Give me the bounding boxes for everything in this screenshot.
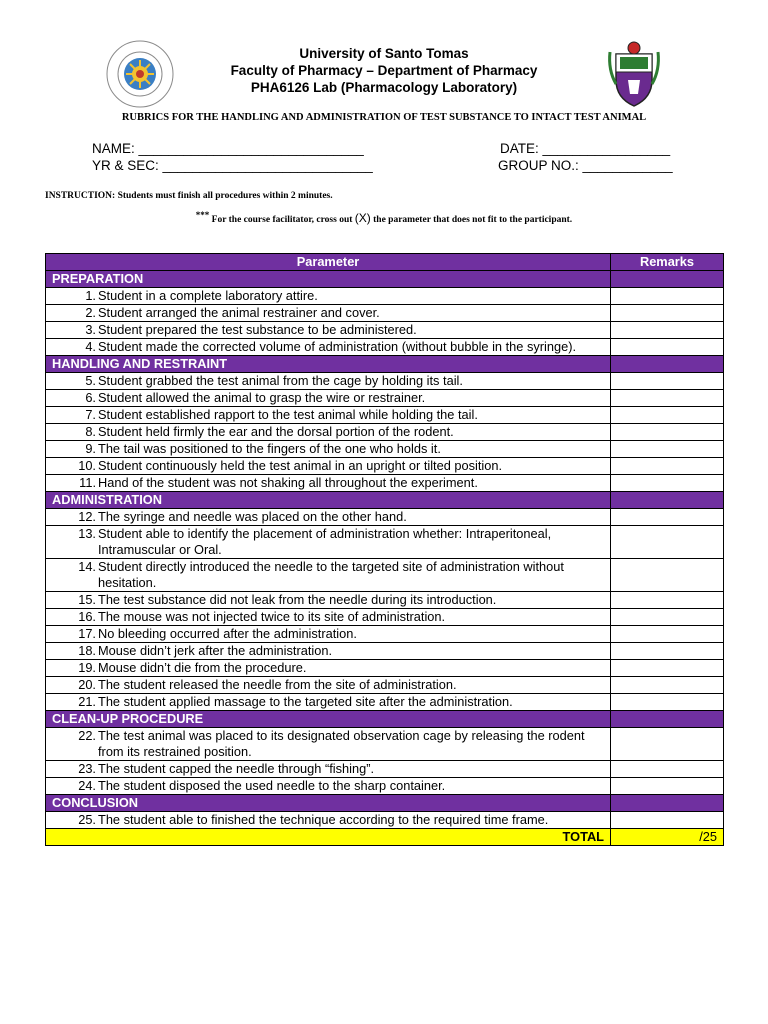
section-row bbox=[46, 271, 724, 288]
item-number: 12. bbox=[78, 509, 96, 524]
section-row bbox=[46, 795, 724, 812]
table-row bbox=[46, 407, 724, 424]
parameter-cell bbox=[46, 322, 611, 339]
item-text: The tail was positioned to the fingers of the one who holds it. bbox=[98, 441, 441, 456]
rubric-title: RUBRICS FOR THE HANDLING AND ADMINISTRATION OF TEST SUBSTANCE TO INTACT TEST ANIMAL bbox=[121, 112, 647, 123]
remarks-cell[interactable] bbox=[611, 441, 724, 458]
parameter-cell bbox=[46, 509, 611, 526]
item-text: Student directly introduced the needle to the targeted site of administration without hesitation. bbox=[98, 559, 564, 590]
parameter-cell bbox=[46, 677, 611, 694]
table-row bbox=[46, 526, 724, 559]
item-text: The test animal was placed to its designated observation cage by releasing the rodent from its restrained position. bbox=[98, 728, 585, 759]
remarks-cell[interactable] bbox=[611, 458, 724, 475]
item-text: Hand of the student was not shaking all throughout the experiment. bbox=[98, 475, 478, 490]
parameter-cell bbox=[46, 288, 611, 305]
table-row bbox=[46, 592, 724, 609]
parameter-cell bbox=[46, 609, 611, 626]
total-label: TOTAL bbox=[46, 829, 611, 846]
remarks-cell[interactable] bbox=[611, 778, 724, 795]
table-row bbox=[46, 728, 724, 761]
item-text: The student disposed the used needle to the sharp container. bbox=[98, 778, 446, 793]
remarks-cell[interactable] bbox=[611, 660, 724, 677]
remarks-header: Remarks bbox=[611, 254, 724, 271]
item-text: Mouse didn’t die from the procedure. bbox=[98, 660, 307, 675]
item-number: 19. bbox=[78, 660, 96, 675]
instruction: INSTRUCTION: Students must finish all procedures within 2 minutes. bbox=[45, 191, 333, 201]
item-number: 7. bbox=[85, 407, 96, 422]
item-number: 13. bbox=[78, 526, 96, 541]
table-row bbox=[46, 424, 724, 441]
table-row bbox=[46, 305, 724, 322]
university-name: University of Santo Tomas bbox=[299, 46, 469, 61]
table-row bbox=[46, 626, 724, 643]
item-number: 4. bbox=[85, 339, 96, 354]
table-row bbox=[46, 373, 724, 390]
item-number: 9. bbox=[85, 441, 96, 456]
remarks-cell[interactable] bbox=[611, 559, 724, 592]
item-number: 1. bbox=[85, 288, 96, 303]
item-number: 3. bbox=[85, 322, 96, 337]
item-number: 23. bbox=[78, 761, 96, 776]
table-row bbox=[46, 694, 724, 711]
parameter-cell bbox=[46, 407, 611, 424]
parameter-cell bbox=[46, 761, 611, 778]
parameter-cell bbox=[46, 643, 611, 660]
remarks-cell[interactable] bbox=[611, 592, 724, 609]
parameter-cell bbox=[46, 626, 611, 643]
item-text: Student able to identify the placement of administration whether: Intraperitoneal, Intramuscular or Oral. bbox=[98, 526, 552, 557]
item-text: The mouse was not injected twice to its site of administration. bbox=[98, 609, 446, 624]
section-row bbox=[46, 492, 724, 509]
table-row bbox=[46, 509, 724, 526]
rubric-table bbox=[45, 253, 724, 846]
item-text: Student in a complete laboratory attire. bbox=[98, 288, 318, 303]
parameter-cell bbox=[46, 458, 611, 475]
remarks-cell[interactable] bbox=[611, 526, 724, 559]
item-text: Student established rapport to the test animal while holding the tail. bbox=[98, 407, 478, 422]
remarks-cell[interactable] bbox=[611, 475, 724, 492]
note-text-before: For the course facilitator, cross out bbox=[209, 215, 355, 226]
table-row bbox=[46, 778, 724, 795]
table-row bbox=[46, 322, 724, 339]
parameter-header: Parameter bbox=[46, 254, 611, 271]
section-row bbox=[46, 711, 724, 728]
parameter-cell bbox=[46, 526, 611, 559]
remarks-cell[interactable] bbox=[611, 424, 724, 441]
faculty-name: Faculty of Pharmacy – Department of Pharmacy bbox=[230, 63, 538, 78]
facilitator-note bbox=[0, 210, 768, 225]
item-text: Student made the corrected volume of administration (without bubble in the syringe). bbox=[98, 339, 577, 354]
remarks-cell[interactable] bbox=[611, 322, 724, 339]
item-text: The student applied massage to the targeted site after the administration. bbox=[98, 694, 513, 709]
item-text: No bleeding occurred after the administration. bbox=[98, 626, 357, 641]
item-text: Student allowed the animal to grasp the wire or restrainer. bbox=[98, 390, 426, 405]
rubric-body bbox=[46, 271, 724, 846]
parameter-cell bbox=[46, 390, 611, 407]
remarks-cell[interactable] bbox=[611, 609, 724, 626]
remarks-cell[interactable] bbox=[611, 407, 724, 424]
item-number: 11. bbox=[79, 475, 96, 490]
item-number: 24. bbox=[78, 778, 96, 793]
remarks-cell[interactable] bbox=[611, 694, 724, 711]
table-row bbox=[46, 339, 724, 356]
section-remarks bbox=[611, 271, 724, 288]
remarks-cell[interactable] bbox=[611, 643, 724, 660]
item-number: 2. bbox=[85, 305, 96, 320]
remarks-cell[interactable] bbox=[611, 288, 724, 305]
item-text: The test substance did not leak from the needle during its introduction. bbox=[98, 592, 497, 607]
remarks-cell[interactable] bbox=[611, 761, 724, 778]
item-text: Student prepared the test substance to be administered. bbox=[98, 322, 417, 337]
section-remarks bbox=[611, 492, 724, 509]
item-text: Student continuously held the test animal in an upright or tilted position. bbox=[98, 458, 503, 473]
parameter-cell bbox=[46, 660, 611, 677]
section-remarks bbox=[611, 795, 724, 812]
remarks-cell[interactable] bbox=[611, 373, 724, 390]
parameter-cell bbox=[46, 305, 611, 322]
remarks-cell[interactable] bbox=[611, 390, 724, 407]
item-number: 21. bbox=[78, 694, 96, 709]
remarks-cell[interactable] bbox=[611, 728, 724, 761]
table-row bbox=[46, 441, 724, 458]
total-row bbox=[46, 829, 724, 846]
item-number: 16. bbox=[78, 609, 96, 624]
parameter-cell bbox=[46, 592, 611, 609]
item-number: 6. bbox=[85, 390, 96, 405]
section-title: CLEAN-UP PROCEDURE bbox=[46, 711, 611, 728]
parameter-cell bbox=[46, 778, 611, 795]
item-text: The student able to finished the technique according to the required time frame. bbox=[98, 812, 549, 827]
item-text: The syringe and needle was placed on the other hand. bbox=[98, 509, 407, 524]
date-field[interactable]: DATE: _________________ bbox=[500, 141, 671, 156]
parameter-cell bbox=[46, 339, 611, 356]
remarks-cell[interactable] bbox=[611, 812, 724, 829]
item-text: Student arranged the animal restrainer and cover. bbox=[98, 305, 380, 320]
section-title: CONCLUSION bbox=[46, 795, 611, 812]
remarks-cell[interactable] bbox=[611, 339, 724, 356]
item-text: Student held firmly the ear and the dorsal portion of the rodent. bbox=[98, 424, 454, 439]
remarks-cell[interactable] bbox=[611, 626, 724, 643]
parameter-cell bbox=[46, 812, 611, 829]
parameter-cell bbox=[46, 728, 611, 761]
table-row bbox=[46, 559, 724, 592]
table-row bbox=[46, 390, 724, 407]
section-remarks bbox=[611, 711, 724, 728]
parameter-cell bbox=[46, 559, 611, 592]
item-number: 18. bbox=[78, 643, 96, 658]
item-text: The student capped the needle through “fishing”. bbox=[98, 761, 375, 776]
note-x: (X) bbox=[354, 211, 371, 226]
section-title: ADMINISTRATION bbox=[46, 492, 611, 509]
parameter-cell bbox=[46, 424, 611, 441]
parameter-cell bbox=[46, 694, 611, 711]
remarks-cell[interactable] bbox=[611, 305, 724, 322]
table-header-row bbox=[46, 254, 724, 271]
item-number: 14. bbox=[78, 559, 96, 574]
parameter-cell bbox=[46, 373, 611, 390]
section-row bbox=[46, 356, 724, 373]
table-row bbox=[46, 643, 724, 660]
table-row bbox=[46, 812, 724, 829]
item-number: 22. bbox=[78, 728, 96, 743]
table-row bbox=[46, 761, 724, 778]
parameter-cell bbox=[46, 475, 611, 492]
item-number: 20. bbox=[78, 677, 96, 692]
name-field[interactable]: NAME: ______________________________ bbox=[92, 141, 364, 156]
remarks-cell[interactable] bbox=[611, 677, 724, 694]
section-title: HANDLING AND RESTRAINT bbox=[46, 356, 611, 373]
parameter-cell bbox=[46, 441, 611, 458]
yr-sec-field[interactable]: YR & SEC: ____________________________ bbox=[92, 158, 373, 173]
item-number: 10. bbox=[78, 458, 96, 473]
table-row bbox=[46, 475, 724, 492]
item-text: Student grabbed the test animal from the cage by holding its tail. bbox=[98, 373, 463, 388]
section-title: PREPARATION bbox=[46, 271, 611, 288]
remarks-cell[interactable] bbox=[611, 509, 724, 526]
item-text: Mouse didn’t jerk after the administration. bbox=[98, 643, 333, 658]
item-number: 15. bbox=[78, 592, 96, 607]
table-row bbox=[46, 677, 724, 694]
table-row bbox=[46, 660, 724, 677]
item-number: 25. bbox=[78, 812, 96, 827]
note-text-after: the parameter that does not fit to the participant. bbox=[370, 215, 573, 226]
item-number: 8. bbox=[85, 424, 96, 439]
table-row bbox=[46, 458, 724, 475]
item-number: 5. bbox=[85, 373, 96, 388]
note-stars: *** bbox=[195, 210, 210, 220]
item-number: 17. bbox=[78, 626, 96, 641]
group-field[interactable]: GROUP NO.: ____________ bbox=[498, 158, 673, 173]
item-text: The student released the needle from the site of administration. bbox=[98, 677, 457, 692]
course-title: PHA6126 Lab (Pharmacology Laboratory) bbox=[250, 80, 518, 95]
table-row bbox=[46, 609, 724, 626]
section-remarks bbox=[611, 356, 724, 373]
table-row bbox=[46, 288, 724, 305]
total-score[interactable]: /25 bbox=[611, 829, 724, 846]
